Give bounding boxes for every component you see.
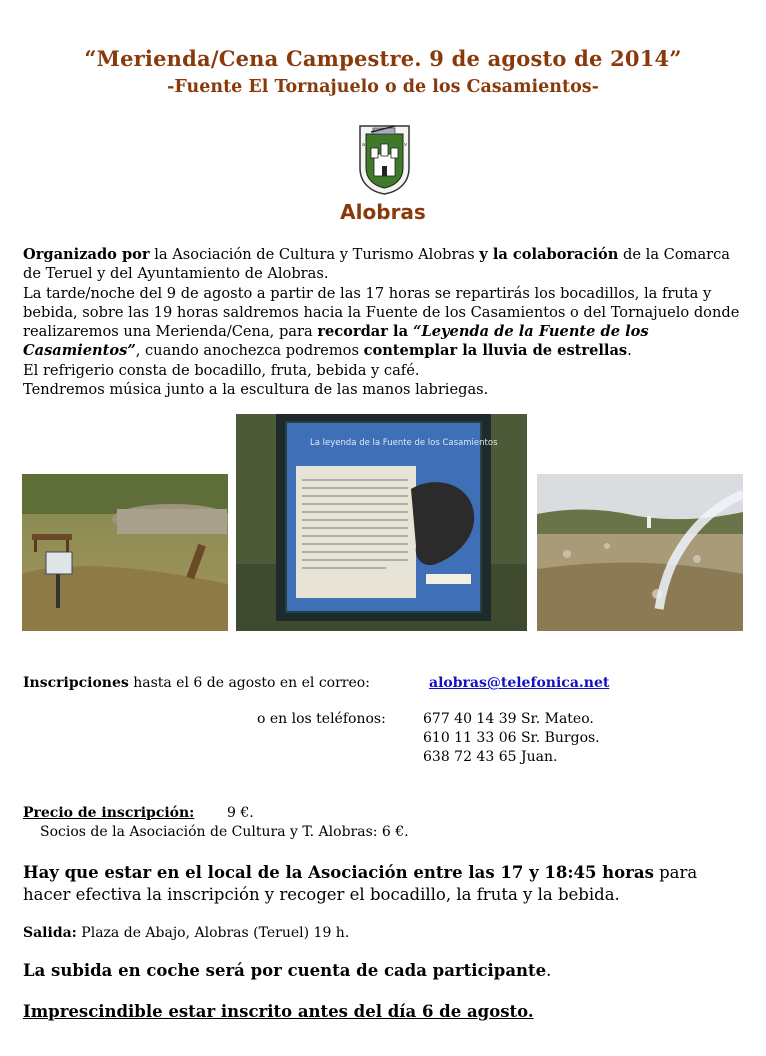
intro-p2a: La tarde/noche del 9 de agosto a partir de las 17 horas se repartirás los bocadillos, la fruta y bebida, sobre las 19 horas saldremos hacia la Fuente de los Casamientos o del Tornajuelo donde realizaremos una Merienda/Cena, para [23,284,740,341]
price-label: Precio de inscripción: [23,805,195,821]
town-coat-of-arms-icon [357,124,412,196]
page-subtitle: -Fuente El Tornajuelo o de los Casamientos- [167,77,599,97]
intro-p2e: contemplar la lluvia de estrellas [363,342,628,360]
collaborators: de la Comarca de Teruel y del Ayuntamiento de Alobras. [23,246,730,283]
town-name: Alobras [340,200,426,224]
intro-p2b: recordar la [317,323,414,341]
phones-label: o en los teléfonos: [257,711,386,727]
phone-3: 638 72 43 65 Juan. [423,749,558,765]
intro-p3: El refrigerio consta de bocadillo, fruta, bebida y café. [23,361,420,379]
phone-2: 610 11 33 06 Sr. Burgos. [423,730,600,746]
pickup-notice-rest: para hacer efectiva la inscripción y recoger el bocadillo, la fruta y la bebida. [23,863,698,904]
car-note-text: La subida en coche será por cuenta de cada participante [23,961,547,980]
intro-p2f: . [627,342,632,360]
water-spout-photo [537,474,743,631]
car-note-end: . [546,961,552,980]
organizer: la Asociación de Cultura y Turismo Alobras [149,246,480,263]
legend-sign-photo [236,414,527,631]
organized-by-label: Organizado por [23,246,150,263]
departure-label: Salida: [23,925,77,941]
svg-text:a: a [362,142,366,148]
departure-line [23,925,349,941]
intro-text [23,245,743,399]
fountain-area-photo [22,474,228,631]
car-note [23,961,551,980]
svg-text:v: v [404,142,407,148]
collaboration-label: y la colaboración [479,246,619,263]
registration-text: hasta el 6 de agosto en el correo: [128,675,370,691]
pickup-notice [23,862,745,906]
page-title: “Merienda/Cena Campestre. 9 de agosto de 2014” [84,46,682,71]
intro-p4: Tendremos música junto a la escultura de las manos labriegas. [23,381,489,399]
phone-1: 677 40 14 39 Sr. Mateo. [423,711,594,727]
deadline-note: Imprescindible estar inscrito antes del día 6 de agosto. [23,1002,534,1021]
departure-text: Plaza de Abajo, Alobras (Teruel) 19 h. [76,925,350,941]
intro-p2d: , cuando anochezca podremos [135,342,364,360]
registration-label: Inscripciones [23,675,129,691]
members-price: Socios de la Asociación de Cultura y T. Alobras: 6 €. [40,824,409,840]
registration-line [23,675,370,691]
email-link[interactable]: alobras@telefonica.net [429,675,610,691]
legend-title: “Leyenda de la Fuente de los Casamientos” [23,323,649,360]
pickup-notice-bold: Hay que estar en el local de la Asociación entre las 17 y 18:45 horas [23,863,654,882]
sign-title: La leyenda de la Fuente de los Casamientos [310,438,498,448]
price-value: 9 €. [227,805,254,821]
